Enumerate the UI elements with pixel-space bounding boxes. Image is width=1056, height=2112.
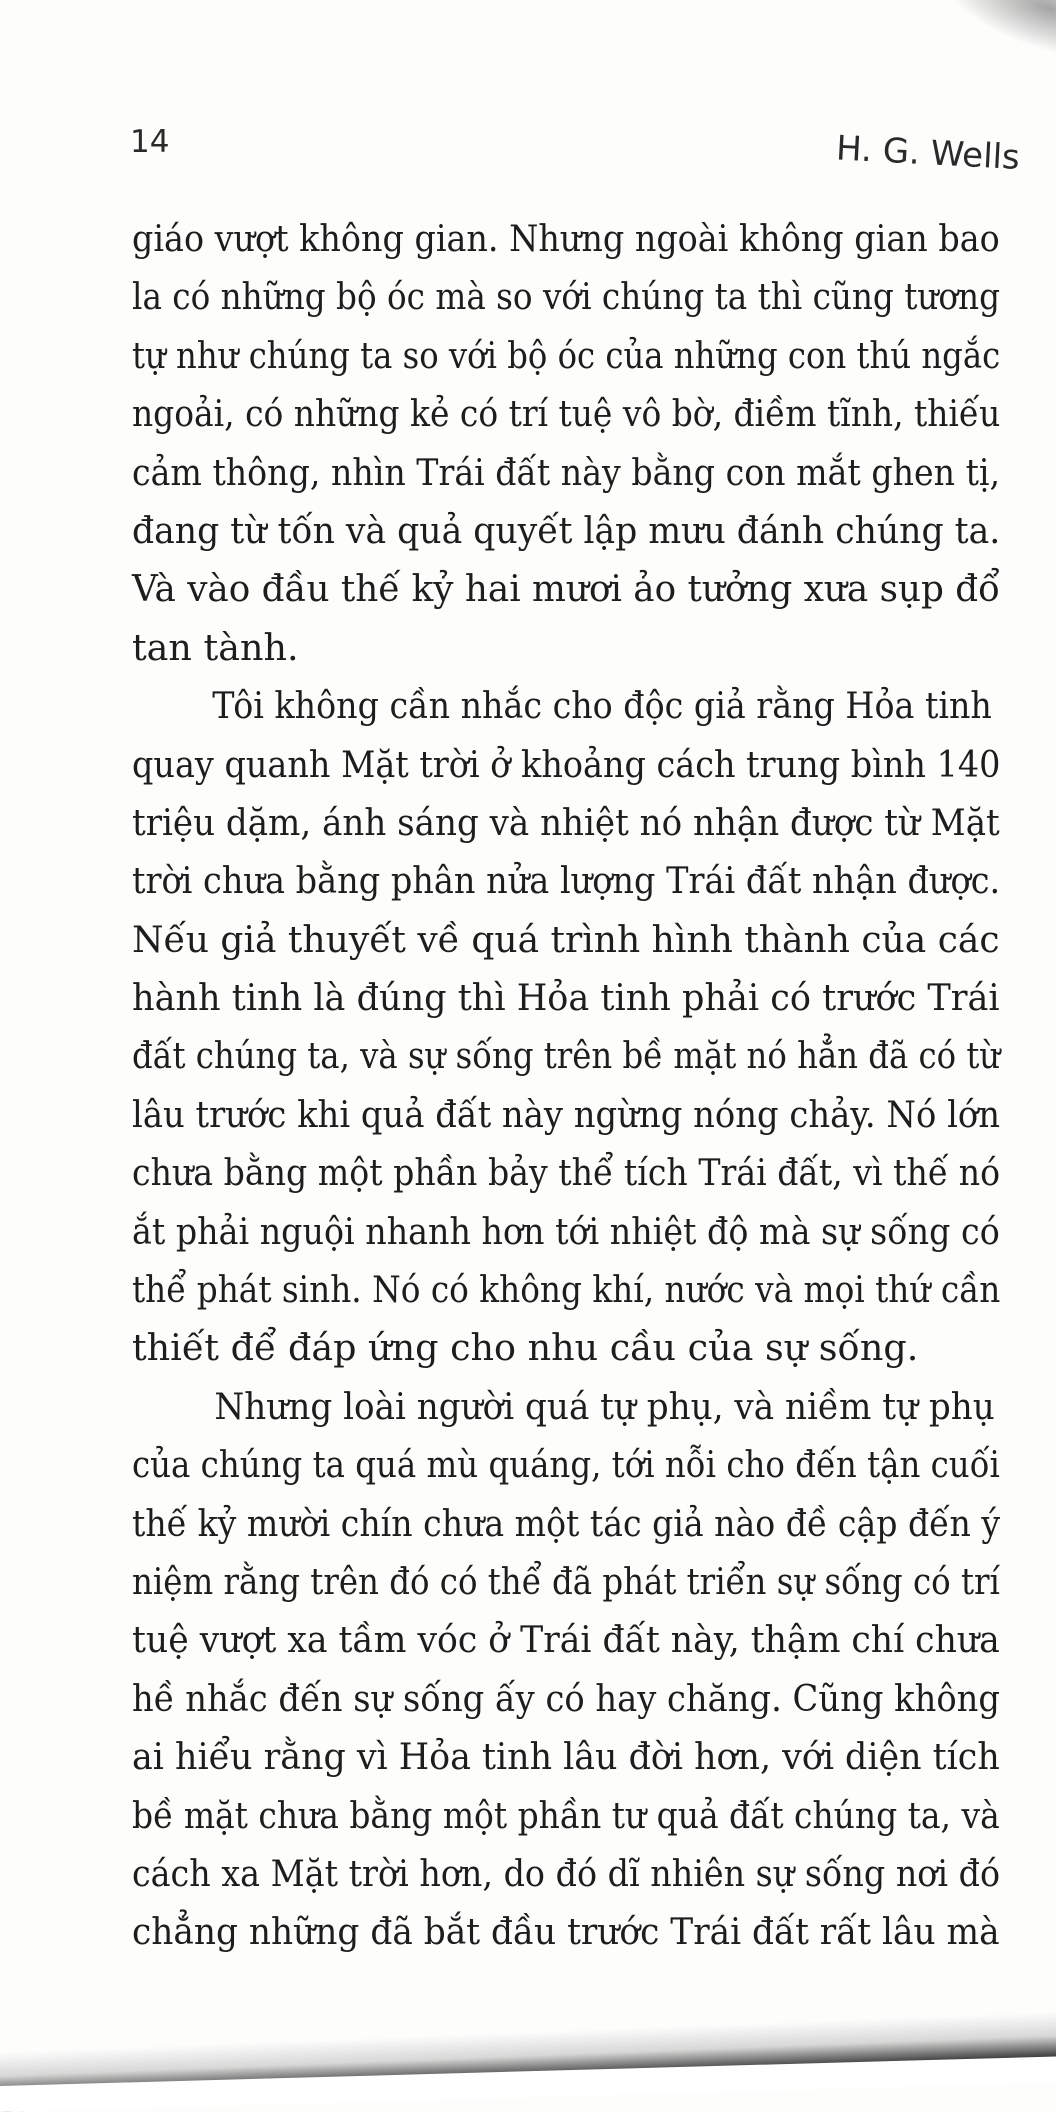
page-number: 14 (130, 124, 170, 160)
body-text (132, 210, 1000, 1962)
text-line: đang từ tốn và quả quyết lập mưu đánh chúng ta. (132, 508, 1001, 552)
text-line: la có những bộ óc mà so với chúng ta thì cũng tương (132, 275, 1000, 319)
paragraph (132, 1378, 1000, 1962)
paragraph (132, 210, 1000, 677)
text-line: chưa bằng một phần bảy thể tích Trái đất, vì thế nó (132, 1151, 1001, 1195)
text-line: đất chúng ta, và sự sống trên bề mặt nó hẳn đã có từ (132, 1034, 1001, 1078)
text-line: Nếu giả thuyết về quá trình hình thành của các (132, 917, 1000, 961)
text-line: Nhưng loài người quá tự phụ, và niềm tự phụ (214, 1384, 995, 1428)
text-line: Tôi không cần nhắc cho độc giả rằng Hỏa tinh (212, 684, 992, 728)
text-line: hành tinh là đúng thì Hỏa tinh phải có trước Trái (132, 976, 1000, 1020)
text-line: niệm rằng trên đó có thể đã phát triển sự sống có trí (132, 1559, 1000, 1603)
text-line: tuệ vượt xa tầm vóc ở Trái đất này, thậm chí chưa (132, 1618, 1000, 1662)
text-line: chẳng những đã bắt đầu trước Trái đất rất lâu mà (132, 1910, 1000, 1954)
text-line: hề nhắc đến sự sống ấy có hay chăng. Cũng không (132, 1676, 1000, 1720)
text-line: tự như chúng ta so với bộ óc của những con thú ngắc (132, 333, 1001, 377)
text-line: thể phát sinh. Nó có không khí, nước và mọi thứ cần (132, 1268, 1001, 1312)
page-curl-shadow (929, 0, 1056, 63)
text-line: bề mặt chưa bằng một phần tư quả đất chúng ta, và (132, 1793, 1000, 1837)
text-line: thiết để đáp ứng cho nhu cầu của sự sống. (132, 1326, 919, 1370)
text-line: ngoải, có những kẻ có trí tuệ vô bờ, điềm tĩnh, thiếu (132, 392, 1001, 436)
text-line: cảm thông, nhìn Trái đất này bằng con mắt ghen tị, (132, 450, 1001, 494)
text-line: lâu trước khi quả đất này ngừng nóng chảy. Nó lớn (132, 1092, 1001, 1136)
running-head-author: H. G. Wells (835, 128, 1022, 178)
text-line: giáo vượt không gian. Nhưng ngoài không gian bao (132, 217, 1000, 260)
text-line: ắt phải nguội nhanh hơn tới nhiệt độ mà sự sống có (132, 1209, 1000, 1253)
page-header (0, 118, 1056, 178)
text-line: của chúng ta quá mù quáng, tới nỗi cho đến tận cuối (132, 1443, 1000, 1487)
paragraph (132, 677, 1000, 1378)
text-line: triệu dặm, ánh sáng và nhiệt nó nhận được từ Mặt (132, 800, 1000, 844)
text-line: Và vào đầu thế kỷ hai mươi ảo tưởng xưa sụp đổ (132, 567, 1000, 611)
text-line: ai hiểu rằng vì Hỏa tinh lâu đời hơn, với diện tích (132, 1735, 1000, 1779)
text-line: cách xa Mặt trời hơn, do đó dĩ nhiên sự sống nơi đó (132, 1851, 1001, 1895)
text-line: thế kỷ mười chín chưa một tác giả nào đề cập đến ý (132, 1501, 1001, 1545)
text-line: trời chưa bằng phân nửa lượng Trái đất nhận được. (132, 859, 1001, 903)
text-line: tan tành. (132, 625, 299, 669)
text-line: quay quanh Mặt trời ở khoảng cách trung bình 140 (132, 742, 1001, 786)
